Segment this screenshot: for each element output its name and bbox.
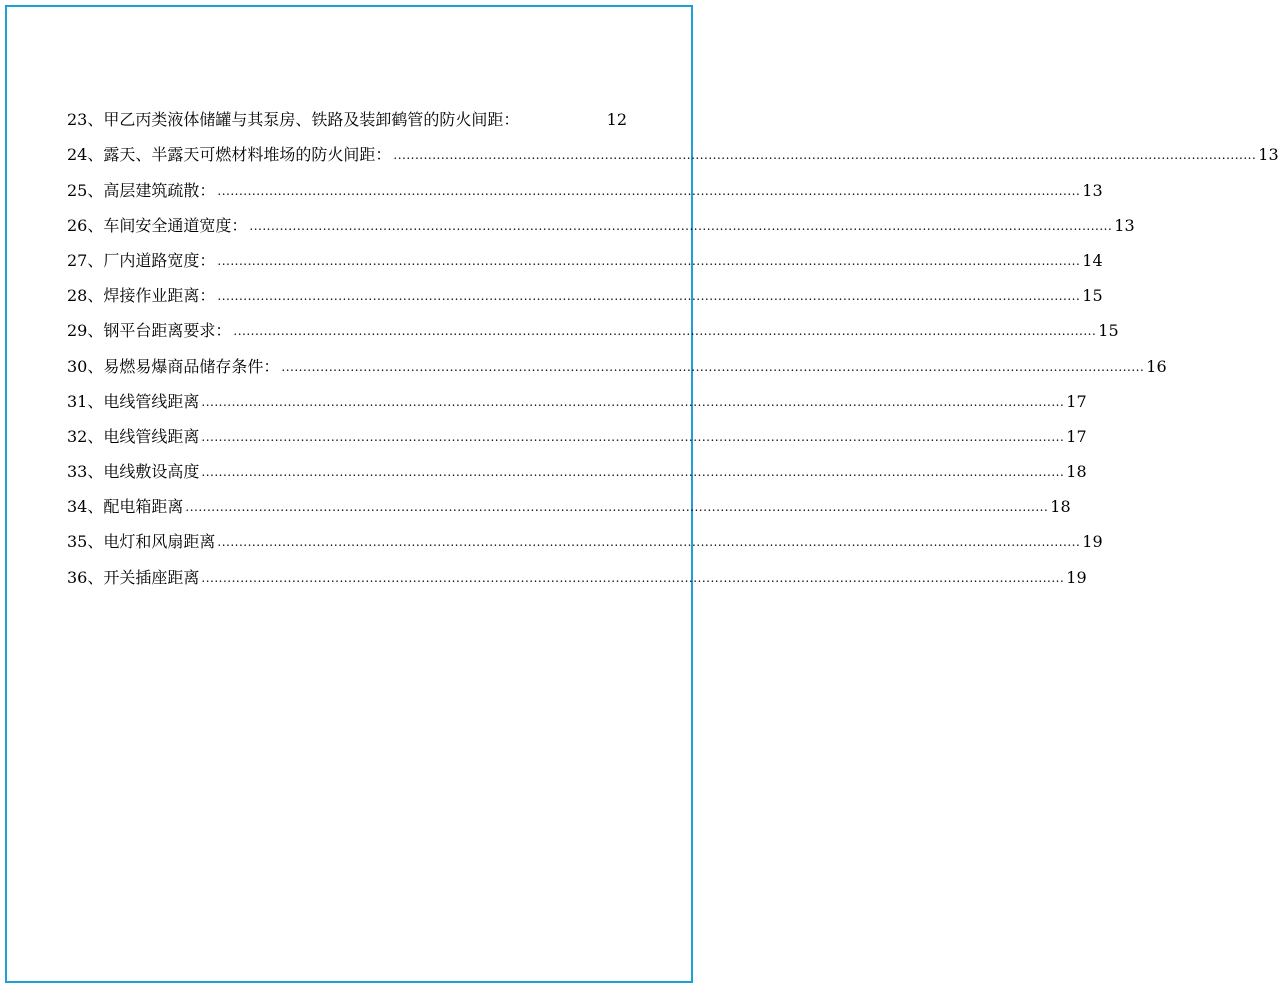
toc-entry[interactable] bbox=[67, 482, 1071, 517]
toc-page-number: 15 bbox=[1098, 321, 1119, 341]
toc-entry-title bbox=[67, 497, 183, 517]
toc-leader-dots: ........................................................................................................................................................................................................ bbox=[393, 148, 1257, 163]
table-of-contents bbox=[67, 95, 1279, 588]
toc-entry-text: 甲乙丙类液体储罐与其泵房、铁路及装卸鹤管的防火间距： bbox=[103, 110, 520, 130]
toc-entry[interactable] bbox=[67, 552, 1087, 587]
toc-entry-text: 电灯和风扇距离 bbox=[103, 532, 216, 552]
toc-page-number: 14 bbox=[1082, 250, 1103, 270]
toc-page-number: 18 bbox=[1050, 497, 1071, 517]
toc-entry-title bbox=[67, 568, 199, 588]
toc-entry-title bbox=[67, 181, 215, 201]
toc-entry[interactable] bbox=[67, 201, 1135, 236]
toc-leader-dots: ........................................................................................................................................................................................................ bbox=[217, 253, 1081, 268]
toc-entry-title bbox=[67, 462, 199, 482]
toc-entry-text: 配电箱距离 bbox=[103, 497, 184, 517]
toc-entry-title bbox=[67, 251, 215, 271]
toc-entry-title bbox=[67, 145, 391, 165]
toc-page-number: 19 bbox=[1066, 567, 1087, 587]
toc-page-number: 13 bbox=[1082, 180, 1103, 200]
toc-page-number: 12 bbox=[606, 110, 627, 130]
toc-entry-number: 28、 bbox=[67, 286, 104, 306]
toc-entry-number: 24、 bbox=[67, 145, 104, 165]
toc-entry-text: 电线管线距离 bbox=[103, 391, 200, 411]
toc-entry-title bbox=[67, 286, 215, 306]
toc-entry-title bbox=[67, 357, 279, 377]
toc-page-number: 15 bbox=[1082, 286, 1103, 306]
toc-leader-dots: ........................................................................................................................................................................................................ bbox=[201, 394, 1065, 409]
toc-entry-title bbox=[67, 532, 215, 552]
toc-entry-title bbox=[67, 427, 199, 447]
toc-leader-dots: ........................................................................................................................................................................................................ bbox=[217, 183, 1081, 198]
toc-entry-title bbox=[67, 392, 199, 412]
toc-entry[interactable] bbox=[67, 165, 1103, 200]
toc-leader-dots: ........................................................................................................................................................................................................ bbox=[217, 289, 1081, 304]
toc-leader-dots: ........................................................................................................................................................................................................ bbox=[233, 324, 1097, 339]
toc-leader-dots: ........................................................................................................................................................................................................ bbox=[217, 535, 1081, 550]
toc-leader-dots: ........................................................................................................................................................................................................ bbox=[201, 465, 1065, 480]
toc-entry-number: 30、 bbox=[67, 356, 104, 376]
toc-page-number: 16 bbox=[1146, 356, 1167, 376]
toc-entry-number: 23、 bbox=[67, 110, 104, 130]
toc-entry-text: 厂内道路宽度： bbox=[103, 250, 216, 270]
toc-entry-title bbox=[67, 110, 519, 130]
toc-leader-dots: ........................................................................................................................................................................................................ bbox=[201, 429, 1065, 444]
toc-entry[interactable] bbox=[67, 130, 1279, 165]
toc-entry-number: 32、 bbox=[67, 426, 104, 446]
toc-entry-number: 27、 bbox=[67, 250, 104, 270]
toc-page-number: 19 bbox=[1082, 532, 1103, 552]
toc-entry[interactable] bbox=[67, 412, 1087, 447]
toc-entry-text: 电线管线距离 bbox=[103, 426, 200, 446]
toc-entry-text: 电线敷设高度 bbox=[103, 462, 200, 482]
document-page bbox=[5, 5, 1279, 983]
toc-entry[interactable] bbox=[67, 271, 1103, 306]
toc-entry-text: 开关插座距离 bbox=[103, 567, 200, 587]
toc-entry[interactable] bbox=[67, 447, 1087, 482]
toc-entry-text: 露天、半露天可燃材料堆场的防火间距： bbox=[103, 145, 392, 165]
toc-entry-number: 31、 bbox=[67, 391, 104, 411]
toc-entry[interactable] bbox=[67, 95, 627, 130]
toc-entry-text: 车间安全通道宽度： bbox=[103, 215, 248, 235]
toc-entry-number: 36、 bbox=[67, 567, 104, 587]
toc-leader-dots: ........................................................................................................................................................................................................ bbox=[201, 570, 1065, 585]
toc-entry-title bbox=[67, 216, 247, 236]
toc-entry-text: 高层建筑疏散： bbox=[103, 180, 216, 200]
toc-page-number: 13 bbox=[1258, 145, 1279, 165]
toc-entry[interactable] bbox=[67, 306, 1119, 341]
toc-entry-text: 易燃易爆商品储存条件： bbox=[103, 356, 280, 376]
toc-entry-number: 26、 bbox=[67, 215, 104, 235]
toc-entry-text: 钢平台距离要求： bbox=[103, 321, 232, 341]
toc-page-number: 13 bbox=[1114, 215, 1135, 235]
toc-entry-number: 33、 bbox=[67, 462, 104, 482]
toc-entry[interactable] bbox=[67, 377, 1087, 412]
toc-entry[interactable] bbox=[67, 236, 1103, 271]
toc-page-number: 17 bbox=[1066, 426, 1087, 446]
toc-entry-number: 25、 bbox=[67, 180, 104, 200]
toc-leader-dots: ........................................................................................................................................................................................................ bbox=[185, 500, 1049, 515]
toc-leader-dots: ........................................................................................................................................................................................................ bbox=[249, 218, 1113, 233]
toc-page-number: 18 bbox=[1066, 462, 1087, 482]
toc-entry-number: 34、 bbox=[67, 497, 104, 517]
toc-leader-dots: ........................................................................................................................................................................................................ bbox=[281, 359, 1145, 374]
toc-entry[interactable] bbox=[67, 517, 1103, 552]
toc-entry-number: 35、 bbox=[67, 532, 104, 552]
toc-entry-text: 焊接作业距离： bbox=[103, 286, 216, 306]
toc-entry-number: 29、 bbox=[67, 321, 104, 341]
toc-page-number: 17 bbox=[1066, 391, 1087, 411]
toc-entry-title bbox=[67, 321, 231, 341]
toc-entry[interactable] bbox=[67, 341, 1167, 376]
